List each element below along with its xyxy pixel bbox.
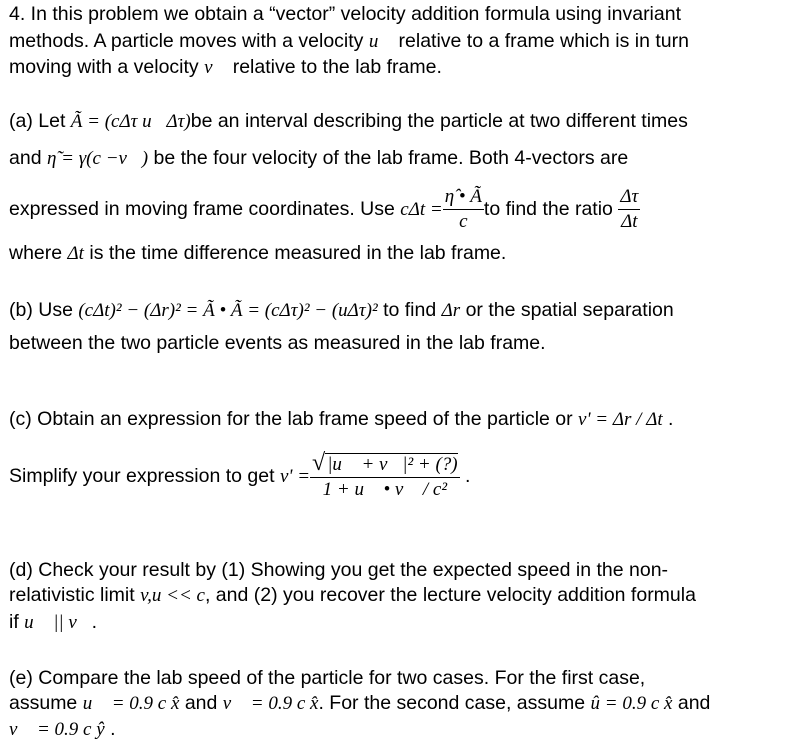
intro-line-2 bbox=[9, 29, 689, 54]
text: is the time difference measured in the lab frame. bbox=[83, 242, 507, 264]
math-v: v⃗ bbox=[204, 57, 228, 78]
math-vprime: v' = Δr / Δt bbox=[578, 409, 663, 430]
math-case1-u: u⃗ = 0.9 c x̂ bbox=[82, 693, 180, 714]
math-case2-u: û = 0.9 c x̂ bbox=[590, 693, 673, 714]
sqrt-icon: √ bbox=[312, 450, 326, 477]
part-a-line-2 bbox=[9, 146, 628, 171]
part-a-line-4 bbox=[9, 241, 506, 266]
math-invariant: (cΔt)² − (Δr)² = Ã • Ã = (cΔτ)² − (uΔτ)² bbox=[78, 300, 378, 321]
text: and bbox=[9, 147, 47, 169]
text: expressed in moving frame coordinates. Use bbox=[9, 198, 401, 220]
part-e-line-2 bbox=[9, 691, 710, 716]
text: relative to a frame which is in turn bbox=[393, 30, 689, 52]
denominator: 1 + u⃗ • v⃗ / c² bbox=[322, 479, 448, 501]
math-dr: Δr bbox=[441, 300, 461, 321]
text: . bbox=[459, 465, 471, 487]
math-u: u⃗ bbox=[368, 31, 394, 52]
math-case1-v: v⃗ = 0.9 c x̂ bbox=[222, 693, 319, 714]
part-d-line-3 bbox=[9, 610, 97, 635]
text: or the spatial separation bbox=[460, 299, 674, 321]
text: Simplify your expression to get bbox=[9, 465, 280, 487]
intro-line-1: 4. In this problem we obtain a “vector” velocity addition formula using invariant bbox=[9, 3, 681, 25]
text: and bbox=[179, 692, 223, 714]
text: be the four velocity of the lab frame. Both 4-vectors are bbox=[148, 147, 629, 169]
text: assume bbox=[9, 692, 83, 714]
numerator: η̂ • Ã bbox=[443, 185, 484, 210]
text: . For the second case, assume bbox=[318, 692, 591, 714]
part-b-line-2: between the two particle events as measured in the lab frame. bbox=[9, 332, 546, 354]
math-cdt: cΔt = bbox=[400, 199, 443, 220]
text: . bbox=[104, 718, 116, 740]
text: (c) Obtain an expression for the lab frame speed of the particle or bbox=[9, 408, 579, 430]
text: . bbox=[91, 611, 98, 633]
text: be an interval describing the particle at two different times bbox=[190, 110, 688, 132]
text: , and (2) you recover the lecture velocity addition formula bbox=[204, 584, 696, 606]
text: (b) Use bbox=[9, 299, 79, 321]
denominator: c bbox=[459, 211, 468, 233]
part-a-line-3 bbox=[9, 180, 640, 239]
fraction-ratio bbox=[618, 185, 640, 234]
math-vprime-eq: v' = bbox=[279, 466, 311, 487]
text: if bbox=[9, 611, 25, 633]
math-case2-v: v⃗ = 0.9 c ŷ bbox=[9, 719, 105, 740]
part-c-line-2 bbox=[9, 436, 470, 517]
text: and bbox=[672, 692, 711, 714]
text: methods. A particle moves with a velocity bbox=[9, 30, 369, 52]
numerator bbox=[310, 451, 460, 478]
math-interval: Ã = (cΔτ u⃗Δτ) bbox=[70, 111, 191, 132]
part-d-line-2 bbox=[9, 583, 696, 608]
math-dt: Δt bbox=[67, 243, 84, 264]
part-d-line-1: (d) Check your result by (1) Showing you get the expected speed in the non- bbox=[9, 559, 669, 581]
math-limit: v,u << c bbox=[140, 585, 205, 606]
text: relative to the lab frame. bbox=[227, 56, 442, 78]
intro-line-3 bbox=[9, 55, 442, 80]
numerator: Δτ bbox=[618, 185, 640, 210]
radicand: |u⃗ + v⃗|² + (?) bbox=[327, 454, 458, 476]
fraction-eta-dot-A bbox=[443, 185, 484, 234]
part-e-line-1: (e) Compare the lab speed of the particle for two cases. For the first case, bbox=[9, 667, 646, 689]
part-b-line-1 bbox=[9, 298, 674, 323]
text: . bbox=[662, 408, 674, 430]
fraction-velocity-addition bbox=[310, 451, 460, 502]
part-a-line-1 bbox=[9, 109, 688, 134]
text: to find the ratio bbox=[483, 198, 619, 220]
text: relativistic limit bbox=[9, 584, 141, 606]
math-four-velocity: η̃ = γ(c −v⃗) bbox=[46, 148, 149, 169]
text: (a) Let bbox=[9, 110, 71, 132]
text: where bbox=[9, 242, 68, 264]
part-c-line-1 bbox=[9, 407, 673, 432]
part-e-line-3 bbox=[9, 717, 116, 742]
denominator: Δt bbox=[621, 211, 638, 233]
text: moving with a velocity bbox=[9, 56, 205, 78]
text: to find bbox=[377, 299, 442, 321]
math-parallel: u⃗ || v⃗ bbox=[24, 612, 92, 633]
